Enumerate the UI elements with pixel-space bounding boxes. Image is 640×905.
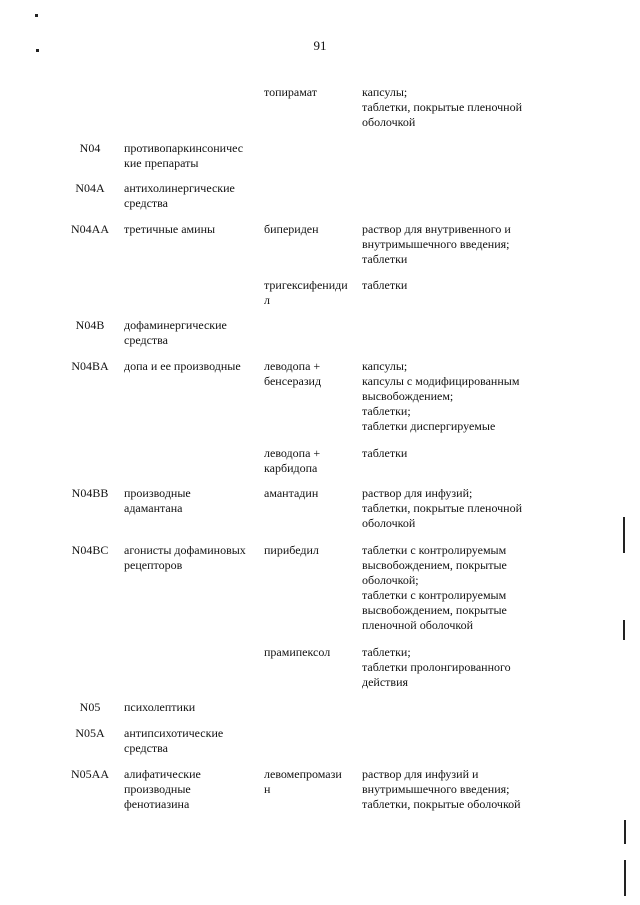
scan-edge-line	[623, 620, 625, 640]
dosage-form-line: высвобождением, покрытые	[362, 603, 507, 617]
dosage-form	[362, 486, 562, 531]
atc-code: N04BA	[71, 359, 109, 373]
dosage-form-line: таблетки;	[362, 645, 411, 659]
dosage-form-line: таблетки с контролируемым	[362, 543, 507, 557]
anatomical-therapeutic-group-line: кие препараты	[124, 156, 199, 170]
scan-edge-line	[624, 860, 626, 896]
drug-name	[264, 486, 360, 501]
dosage-form-line: таблетки, покрытые пленочной	[362, 501, 523, 515]
anatomical-therapeutic-group	[124, 486, 260, 516]
scan-edge-line	[624, 820, 626, 844]
dosage-form	[362, 85, 562, 130]
dosage-form-line: раствор для внутривенного и	[362, 222, 511, 236]
drug-name	[264, 767, 360, 797]
dosage-form-line: действия	[362, 675, 409, 689]
drug-name-line: бипериден	[264, 222, 319, 236]
dosage-form-line: оболочкой;	[362, 573, 419, 587]
anatomical-therapeutic-group-line: алифатические	[124, 767, 201, 781]
anatomical-therapeutic-group-line: адамантана	[124, 501, 183, 515]
drug-name-line: топирамат	[264, 85, 318, 99]
drug-name-line: леводопа +	[264, 359, 321, 373]
dosage-form-line: оболочкой	[362, 115, 416, 129]
anatomical-therapeutic-group-line: производные	[124, 782, 191, 796]
dosage-form-line: оболочкой	[362, 516, 416, 530]
page-number: 91	[313, 38, 327, 53]
anatomical-therapeutic-group-line: средства	[124, 196, 169, 210]
atc-code: N04BC	[71, 543, 109, 557]
atc-code: N04	[79, 141, 101, 155]
drug-name-line: н	[264, 782, 271, 796]
anatomical-therapeutic-group-line: допа и ее производные	[124, 359, 241, 373]
atc-code: N04BB	[71, 486, 109, 500]
anatomical-therapeutic-group-line: противопаркинсоничес	[124, 141, 244, 155]
dosage-form-line: таблетки	[362, 278, 408, 292]
drug-name-line: леводопа +	[264, 446, 321, 460]
scan-edge-line	[623, 517, 625, 553]
anatomical-therapeutic-group	[124, 359, 260, 374]
dosage-form-line: высвобождением, покрытые	[362, 558, 507, 572]
dosage-form-line: капсулы с модифицированным	[362, 374, 520, 388]
dosage-form-line: таблетки диспергируемые	[362, 419, 496, 433]
dosage-form-line: таблетки	[362, 252, 408, 266]
drug-name-line: тригексифениди	[264, 278, 348, 292]
dosage-form	[362, 222, 562, 267]
drug-name	[264, 278, 360, 308]
anatomical-therapeutic-group	[124, 700, 260, 715]
dosage-form-line: таблетки с контролируемым	[362, 588, 507, 602]
dosage-form	[362, 543, 562, 633]
dosage-form	[362, 645, 562, 690]
anatomical-therapeutic-group	[124, 222, 260, 237]
drug-name-line: амантадин	[264, 486, 319, 500]
anatomical-therapeutic-group-line: рецепторов	[124, 558, 183, 572]
dosage-form-line: капсулы;	[362, 85, 408, 99]
dosage-form-line: высвобождением;	[362, 389, 454, 403]
anatomical-therapeutic-group-line: антихолинергические	[124, 181, 235, 195]
drug-name-line: прамипексол	[264, 645, 331, 659]
drug-name	[264, 645, 360, 660]
anatomical-therapeutic-group-line: антипсихотические	[124, 726, 224, 740]
atc-code: N05A	[75, 726, 105, 740]
anatomical-therapeutic-group-line: психолептики	[124, 700, 196, 714]
atc-code: N05AA	[71, 767, 109, 781]
dosage-form-line: таблетки;	[362, 404, 411, 418]
dosage-form-line: раствор для инфузий и	[362, 767, 479, 781]
dosage-form-line: таблетки, покрытые пленочной	[362, 100, 523, 114]
atc-code: N04B	[75, 318, 105, 332]
anatomical-therapeutic-group	[124, 726, 260, 756]
drug-name-line: левомепромази	[264, 767, 342, 781]
dosage-form	[362, 359, 562, 434]
anatomical-therapeutic-group	[124, 318, 260, 348]
anatomical-therapeutic-group	[124, 181, 260, 211]
dosage-form-line: таблетки	[362, 446, 408, 460]
dosage-form	[362, 767, 562, 812]
dosage-form-line: пленочной оболочкой	[362, 618, 474, 632]
anatomical-therapeutic-group-line: средства	[124, 741, 169, 755]
dosage-form-line: капсулы;	[362, 359, 408, 373]
drug-name-line: л	[264, 293, 270, 307]
scan-speck-mark	[36, 49, 39, 52]
drug-name	[264, 543, 360, 558]
dosage-form-line: таблетки пролонгированного	[362, 660, 511, 674]
anatomical-therapeutic-group	[124, 543, 260, 573]
atc-code: N04AA	[71, 222, 109, 236]
dosage-form	[362, 278, 562, 293]
drug-name-line: пирибедил	[264, 543, 319, 557]
dosage-form-line: таблетки, покрытые оболочкой	[362, 797, 521, 811]
anatomical-therapeutic-group	[124, 141, 260, 171]
anatomical-therapeutic-group-line: производные	[124, 486, 191, 500]
drug-name	[264, 359, 360, 389]
anatomical-therapeutic-group-line: фенотиазина	[124, 797, 190, 811]
drug-name	[264, 85, 360, 100]
drug-name-line: карбидопа	[264, 461, 318, 475]
dosage-form	[362, 446, 562, 461]
dosage-form-line: раствор для инфузий;	[362, 486, 473, 500]
anatomical-therapeutic-group-line: третичные амины	[124, 222, 216, 236]
drug-name	[264, 222, 360, 237]
atc-code: N05	[79, 700, 101, 714]
anatomical-therapeutic-group-line: средства	[124, 333, 169, 347]
scan-speck-mark	[35, 14, 38, 17]
anatomical-therapeutic-group-line: агонисты дофаминовых	[124, 543, 246, 557]
dosage-form-line: внутримышечного введения;	[362, 237, 510, 251]
drug-name-line: бенсеразид	[264, 374, 322, 388]
anatomical-therapeutic-group	[124, 767, 260, 812]
drug-name	[264, 446, 360, 476]
anatomical-therapeutic-group-line: дофаминергические	[124, 318, 227, 332]
atc-code: N04A	[75, 181, 105, 195]
dosage-form-line: внутримышечного введения;	[362, 782, 510, 796]
